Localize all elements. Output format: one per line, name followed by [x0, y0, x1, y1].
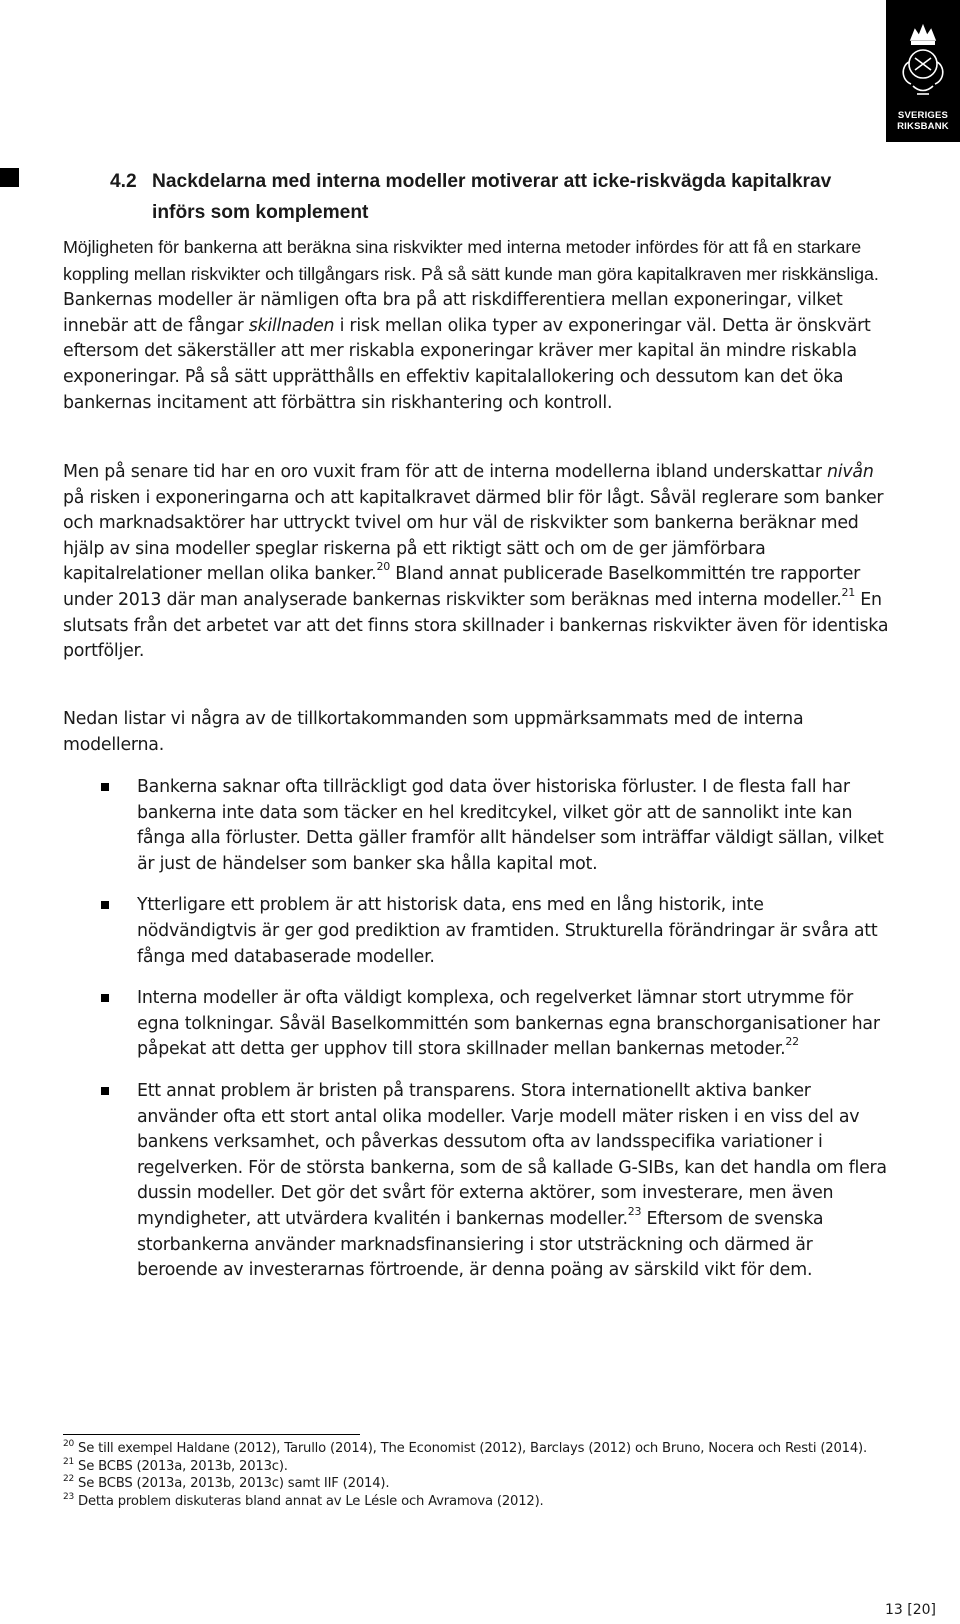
paragraph-2-text-a: Men på senare tid har en oro vuxit fram för att de interna modellerna ibland underskattar [63, 462, 828, 482]
list-item [0, 775, 887, 877]
paragraph-2 [63, 460, 890, 665]
bullet-1-text: Bankerna saknar ofta tillräckligt god data över historiska förluster. I de flesta fall har bankerna inte data som täcker en hel kreditcykel, vilket gör att de sannolikt inte kan fånga alla förluster. Detta gäller framför allt händelser som inträffar väldigt sällan, vilket är just de händelser som banker ska hålla kapital mot. [137, 777, 884, 874]
bullet-square-icon [101, 994, 109, 1002]
paragraph-2-text-b: på risken i exponeringarna och att kapitalkravet därmed blir för lågt. Såväl reglerare som banker och marknadsaktörer har uttryckt tvivel om hur väl de riskvikter som bankerna beräknar med hjälp av sina modeller speglar riskerna på ett riktigt sätt och om de ger jämförbara kapitalrelationer mellan olika banker. [63, 487, 884, 585]
bullet-square-icon [101, 783, 109, 791]
footnote-text: Se till exempel Haldane (2012), Tarullo (2014), The Economist (2012), Barclays (2012) och Bruno, Nocera och Resti (2014). [74, 1441, 867, 1456]
footnote-divider [63, 1434, 360, 1435]
bullet-2-text: Ytterligare ett problem är att historisk data, ens med en lång historik, inte nödvändigtvis är ger god prediktion av framtiden. Strukturella förändringar är svåra att fånga med databaserade modeller. [137, 895, 878, 967]
footnote-number: 23 [63, 1491, 75, 1502]
bullet-square-icon [101, 1087, 109, 1095]
list-item [0, 986, 887, 1063]
section-marker [0, 168, 19, 187]
riksbank-logo [886, 0, 960, 142]
paragraph-1-text-c: Detta är önskvärt eftersom det säkerställer att mer riskabla exponeringar kräver mer kapital än mindre riskabla exponeringar. [63, 315, 871, 387]
bullet-4-text-b: Eftersom de svenska storbankerna använder marknadsfinansiering i stor utsträckning och därmed är beroende av investerarnas förtroende, är denna poäng av särskild vikt för dem. [137, 1208, 824, 1281]
footnote-21 [63, 1458, 893, 1476]
footnote-text: Se BCBS (2013a, 2013b, 2013c) samt IIF (2014). [74, 1476, 390, 1491]
footnote-20 [63, 1440, 893, 1458]
footnote-ref-23[interactable]: 23 [627, 1204, 642, 1218]
page-number: 13 [20] [885, 1602, 937, 1618]
list-item [0, 893, 887, 970]
bullet-square-icon [101, 901, 109, 909]
footnote-22 [63, 1475, 893, 1493]
paragraph-1-text-a: Bankernas modeller är nämligen ofta bra på att riskdifferentiera mellan exponeringar, vilket innebär att de fångar [63, 290, 843, 336]
bullet-4-text-a: Ett annat problem är bristen på transparens. Stora internationellt aktiva banker använder ofta ett stort antal olika modeller. Varje modell mäter risken i en viss del av bankens verksamhet, och påverkas dessutom ofta av landsspecifika variationer i regelverken. För de största bankerna, som de så kallade G-SIBs, kan det handla om flera dussin modeller. Det gör det svårt för externa aktörer, som investerare, men även myndigheter, att utvärdera kvalitén i bankernas modeller. [137, 1080, 887, 1229]
section-heading [110, 166, 880, 228]
logo-line-2: RIKSBANK [897, 121, 949, 132]
paragraph-1-text-d: På så sätt upprätthålls en effektiv kapitalallokering och dessutom kan det öka bankernas incitament att förbättra sin riskhantering och kontroll. [63, 366, 844, 413]
paragraph-1-emphasis: skillnaden [248, 315, 335, 336]
paragraph-1-intro: Möjligheten för bankerna att beräkna sina riskvikter med interna metoder infördes för att få en starkare koppling mellan riskvikter och tillgångars risk. På så sätt kunde man göra kapitalkraven mer riskkänsliga. [63, 237, 879, 284]
paragraph-2-text-d: En slutsats från det arbetet var att det finns stora skillnader i bankernas riskvikter även för identiska portföljer. [63, 589, 889, 662]
section-title: Nackdelarna med interna modeller motiverar att icke-riskvägda kapitalkrav införs som komplement [152, 171, 832, 223]
section-number: 4.2 [110, 171, 137, 192]
paragraph-1-text-b: i risk mellan olika typer av exponeringar väl. [334, 315, 717, 336]
paragraph-3: Nedan listar vi några av de tillkortakommanden som uppmärksammats med de interna modellerna. [63, 709, 804, 755]
footnotes [63, 1440, 893, 1510]
paragraph-2-text-c: Bland annat publicerade Baselkommittén tre rapporter under 2013 där man analyserade bankernas riskvikter som beräknas med interna modeller. [63, 564, 861, 610]
footnote-number: 20 [63, 1439, 75, 1449]
list-item [0, 1079, 887, 1284]
bullet-3-text: Interna modeller är ofta väldigt komplexa, och regelverket lämnar stort utrymme för egna tolkningar. Såväl Baselkommittén som bankernas egna branschorganisationer har påpekat att detta ger upphov till stora skillnader mellan bankernas metoder. [137, 988, 880, 1060]
footnote-ref-21[interactable]: 21 [841, 585, 855, 599]
footnote-text: Detta problem diskuteras bland annat av Le Lésle och Avramova (2012). [74, 1493, 544, 1509]
footnote-number: 22 [63, 1474, 75, 1484]
paragraph-2-emphasis: nivån [827, 462, 874, 482]
footnote-ref-22[interactable]: 22 [785, 1035, 799, 1049]
footnote-23 [63, 1493, 893, 1511]
footnote-number: 21 [63, 1456, 75, 1467]
footnote-text: Se BCBS (2013a, 2013b, 2013c). [74, 1458, 288, 1474]
logo-line-1: SVERIGES [897, 110, 949, 121]
paragraph-1 [63, 235, 890, 416]
footnote-ref-20[interactable]: 20 [376, 560, 390, 574]
bullet-list [0, 775, 960, 1300]
crown-emblem-icon [897, 22, 949, 102]
logo-text [886, 110, 960, 132]
